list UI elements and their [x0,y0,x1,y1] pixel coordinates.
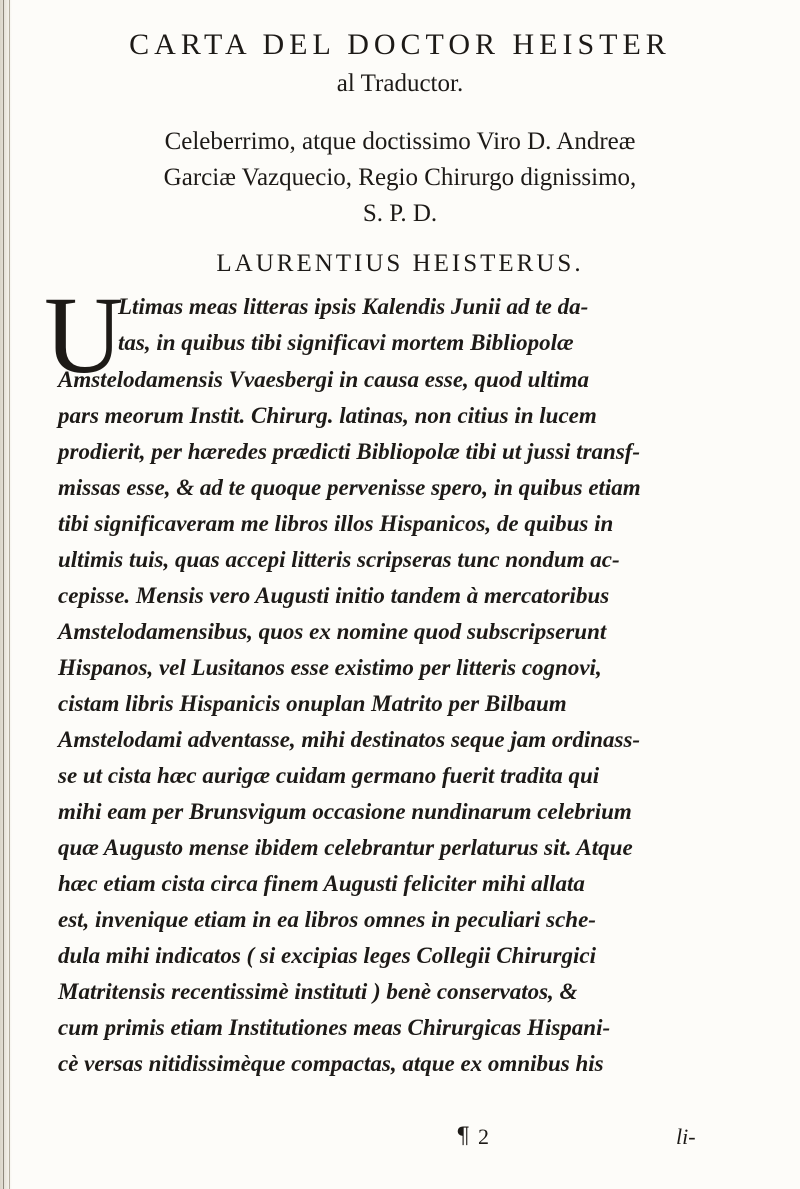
salutation-line: Garciæ Vazquecio, Regio Chirurgo dignissimo, [163,164,637,191]
salutation-line: Celeberrimo, atque doctissimo Viro D. Andreæ [164,128,636,155]
body-line: Matritensis recentissimè instituti ) benè conservatos, & [58,979,578,1004]
body-line: Hispanos, vel Lusitanos esse existimo per litteris cognovi, [58,655,602,680]
body-line: prodierit, per hæredes prædicti Bibliopolæ tibi ut jussi transf- [58,439,641,464]
body-line: cepisse. Mensis vero Augusti initio tandem à mercatoribus [58,583,610,608]
body-line: Amstelodamensis Vvaesbergi in causa esse, quod ultima [58,367,589,392]
letter-title: CARTA DEL DOCTOR HEISTER [129,28,671,61]
body-line: hæc etiam cista circa finem Augusti feliciter mihi allata [58,871,585,896]
salutation-line: S. P. D. [362,200,438,227]
body-line: Amstelodami adventasse, mihi destinatos seque jam ordinass- [58,727,641,752]
body-line: cistam libris Hispanicis onuplan Matrito per Bilbaum [58,691,567,716]
body-line: tas, in quibus tibi significavi mortem Bibliopolæ [118,330,574,355]
letter-subtitle: al Traductor. [336,70,464,97]
body-line: Amstelodamensibus, quos ex nomine quod subscripserunt [58,619,607,644]
body-line: quæ Augusto mense ibidem celebrantur perlaturus sit. Atque [58,835,633,860]
catchword: li- [676,1124,696,1149]
body-line: tibi significaveram me libros illos Hispanicos, de quibus in [58,511,614,536]
body-line: se ut cista hæc aurigæ cuidam germano fuerit tradita qui [58,763,600,788]
body-line: cè versas nitidissimèque compactas, atque ex omnibus his [58,1051,604,1076]
body-line: est, invenique etiam in ea libros omnes in peculiari sche- [58,907,596,932]
body-line: dula mihi indicatos ( si excipias leges Collegii Chirurgici [58,943,596,968]
body-line: pars meorum Instit. Chirurg. latinas, non citius in lucem [58,403,597,428]
drop-initial: U [44,274,124,396]
body-line: mihi eam per Brunsvigum occasione nundinarum celebrium [58,799,632,824]
author-name: LAURENTIUS HEISTERUS. [216,250,584,277]
paragraph-mark: ¶ [456,1124,470,1149]
signature-mark: 2 [478,1124,489,1149]
body-line: missas esse, & ad te quoque pervenisse spero, in quibus etiam [58,475,641,500]
body-line: ultimis tuis, quas accepi litteris scripseras tunc nondum ac- [58,547,620,572]
body-line: Ltimas meas litteras ipsis Kalendis Junii ad te da- [118,294,589,319]
body-line: cum primis etiam Institutiones meas Chirurgicas Hispani- [58,1015,611,1040]
